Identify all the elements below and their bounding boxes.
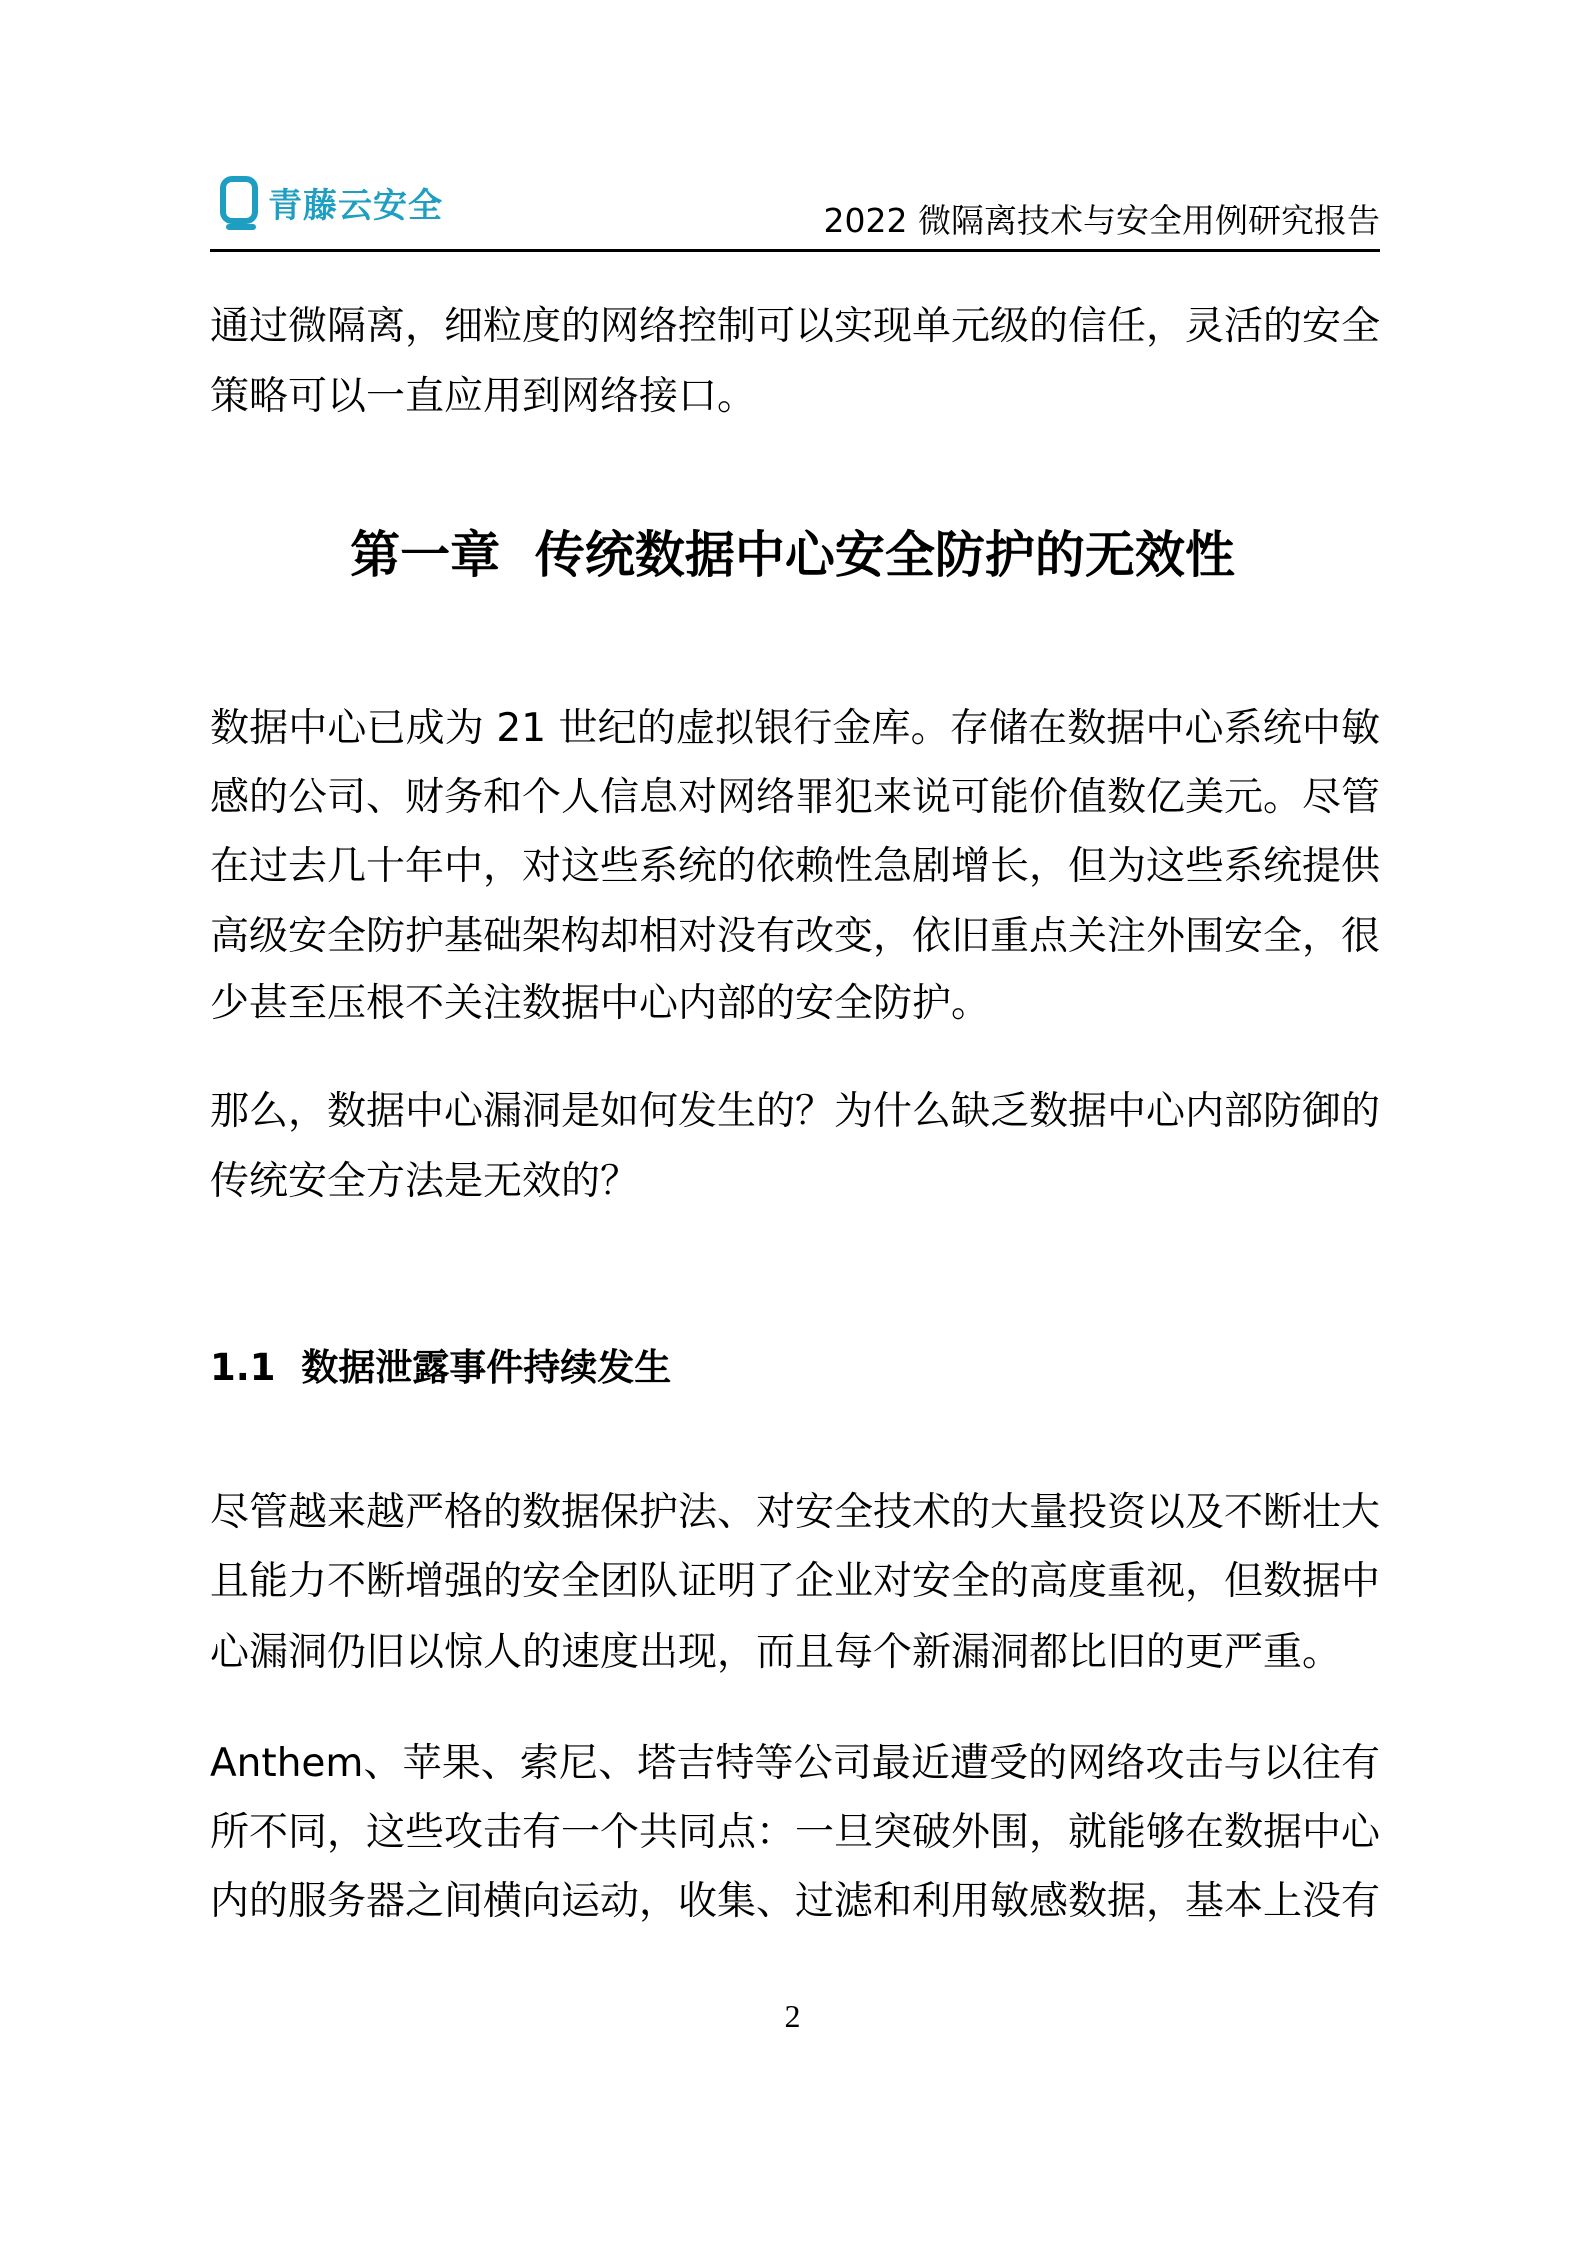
page-number: 2	[784, 1998, 801, 2034]
logo-icon	[220, 176, 254, 228]
text-line: 尽管越来越严格的数据保护法、对安全技术的大量投资以及不断壮大	[210, 1490, 1381, 1535]
text-line: 心漏洞仍旧以惊人的速度出现，而且每个新漏洞都比旧的更严重。	[210, 1630, 1342, 1675]
text-line: 内的服务器之间横向运动，收集、过滤和利用敏感数据，基本上没有	[210, 1879, 1381, 1924]
section-title: 1.1 数据泄露事件持续发生	[210, 1346, 672, 1389]
text-line: 且能力不断增强的安全团队证明了企业对安全的高度重视，但数据中	[210, 1559, 1381, 1604]
text-line: 少甚至压根不关注数据中心内部的安全防护。	[210, 981, 991, 1026]
text-line: 在过去几十年中，对这些系统的依赖性急剧增长，但为这些系统提供	[210, 844, 1381, 889]
text-line: 传统安全方法是无效的？	[210, 1159, 640, 1204]
logo-text: 青藤云安全	[268, 185, 443, 226]
text-line: 策略可以一直应用到网络接口。	[210, 374, 757, 419]
text-line: 数据中心已成为 21 世纪的虚拟银行金库。存储在数据中心系统中敏	[210, 706, 1380, 751]
chapter-title: 第一章 传统数据中心安全防护的无效性	[350, 526, 1235, 584]
report-title: 2022 微隔离技术与安全用例研究报告	[823, 201, 1380, 240]
text-line: 高级安全防护基础架构却相对没有改变，依旧重点关注外围安全，很	[210, 914, 1381, 959]
text-line: 所不同，这些攻击有一个共同点：一旦突破外围，就能够在数据中心	[210, 1810, 1381, 1855]
text-line: 通过微隔离，细粒度的网络控制可以实现单元级的信任，灵活的安全	[210, 304, 1381, 349]
text-line: Anthem、苹果、索尼、塔吉特等公司最近遭受的网络攻击与以往有	[210, 1741, 1380, 1786]
header-divider	[210, 249, 1380, 252]
company-logo	[220, 172, 443, 232]
text-line: 那么，数据中心漏洞是如何发生的？为什么缺乏数据中心内部防御的	[210, 1089, 1381, 1134]
text-line: 感的公司、财务和个人信息对网络罪犯来说可能价值数亿美元。尽管	[210, 775, 1381, 820]
